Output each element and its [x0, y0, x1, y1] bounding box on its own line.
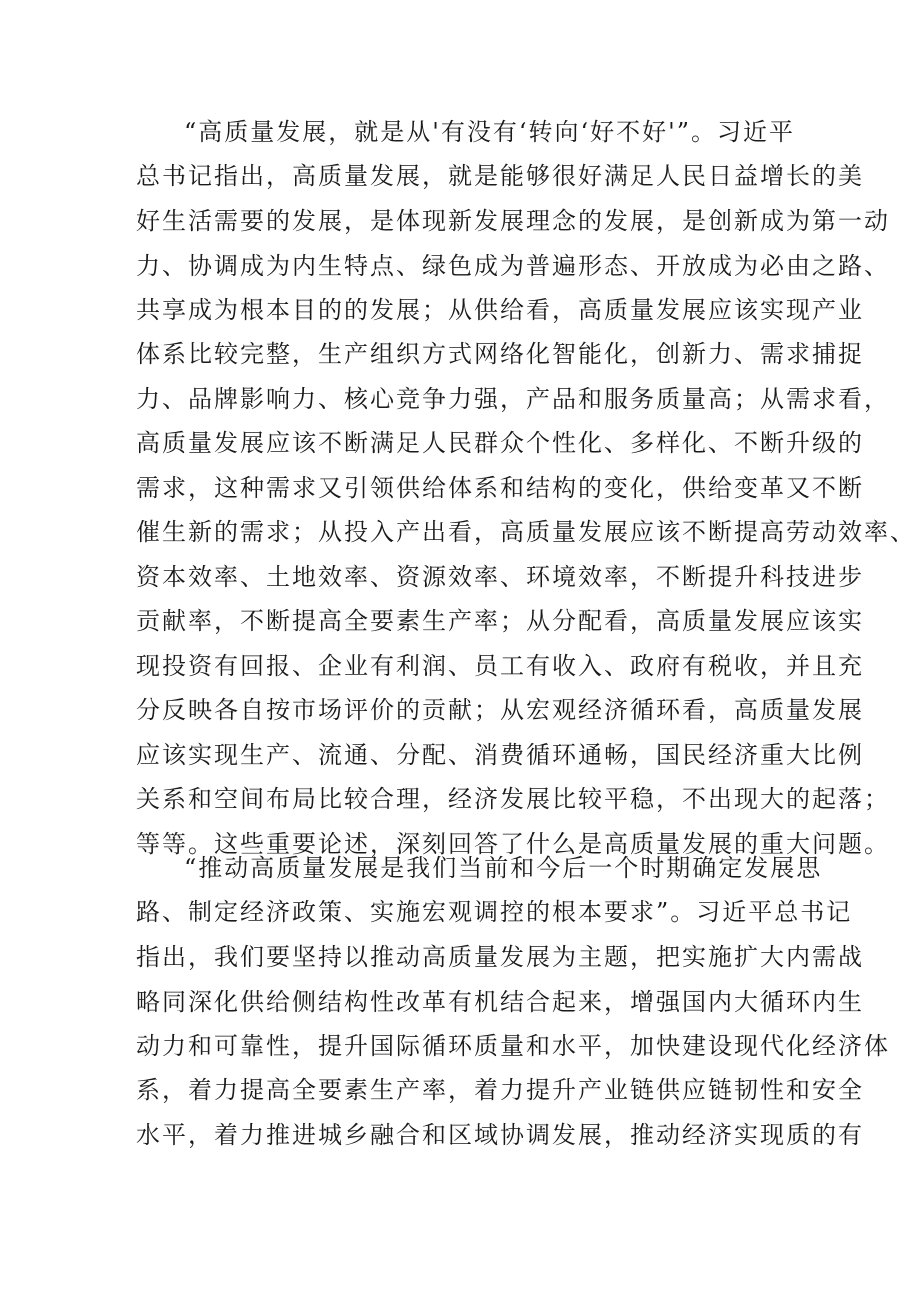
paragraph-line: 高质量发展应该不断满足人民群众个性化、多样化、不断升级的 — [136, 429, 864, 457]
paragraph-line: “推动高质量发展是我们当前和今后一个时期确定发展思 — [184, 854, 823, 882]
paragraph-line: 分反映各自按市场评价的贡献；从宏观经济循环看，高质量发展 — [136, 696, 864, 724]
paragraph-line: 力、品牌影响力、核心竞争力强，产品和服务质量高；从需求看， — [136, 385, 890, 413]
paragraph-line: 水平，着力推进城乡融合和区域协调发展，推动经济实现质的有 — [136, 1121, 864, 1149]
paragraph-line: 关系和空间布局比较合理，经济发展比较平稳，不出现大的起落； — [136, 785, 890, 813]
paragraph-line: 需求，这种需求又引领供给体系和结构的变化，供给变革又不断 — [136, 474, 864, 502]
paragraph-line: 指出，我们要坚持以推动高质量发展为主题，把实施扩大内需战 — [136, 943, 864, 971]
paragraph-line: 现投资有回报、企业有利润、员工有收入、政府有税收，并且充 — [136, 652, 864, 680]
paragraph-line: 力、协调成为内生特点、绿色成为普遍形态、开放成为必由之路、 — [136, 252, 890, 280]
paragraph-line: 好生活需要的发展，是体现新发展理念的发展，是创新成为第一动 — [136, 207, 890, 235]
paragraph-line: 路、制定经济政策、实施宏观调控的根本要求”。习近平总书记 — [136, 898, 853, 926]
paragraph-line: 等等。这些重要论述，深刻回答了什么是高质量发展的重大问题。 — [136, 830, 890, 858]
paragraph-line: 系，着力提高全要素生产率，着力提升产业链供应链韧性和安全 — [136, 1076, 864, 1104]
paragraph-line: 总书记指出，高质量发展，就是能够很好满足人民日益增长的美 — [136, 162, 864, 190]
paragraph-line: 共享成为根本目的的发展；从供给看，高质量发展应该实现产业 — [136, 296, 864, 324]
paragraph-line: 贡献率，不断提高全要素生产率；从分配看，高质量发展应该实 — [136, 607, 864, 635]
paragraph-line: “高质量发展，就是从'有没有‘转向‘好不好'”。习近平 — [184, 118, 795, 146]
paragraph-line: 催生新的需求；从投入产出看，高质量发展应该不断提高劳动效率、 — [136, 518, 916, 546]
paragraph-line: 动力和可靠性，提升国际循环质量和水平，加快建设现代化经济体 — [136, 1032, 890, 1060]
paragraph-line: 应该实现生产、流通、分配、消费循环通畅，国民经济重大比例 — [136, 741, 864, 769]
paragraph-line: 体系比较完整，生产组织方式网络化智能化，创新力、需求捕捉 — [136, 340, 864, 368]
paragraph-line: 略同深化供给侧结构性改革有机结合起来，增强国内大循环内生 — [136, 988, 864, 1016]
paragraph-line: 资本效率、土地效率、资源效率、环境效率，不断提升科技进步 — [136, 563, 864, 591]
